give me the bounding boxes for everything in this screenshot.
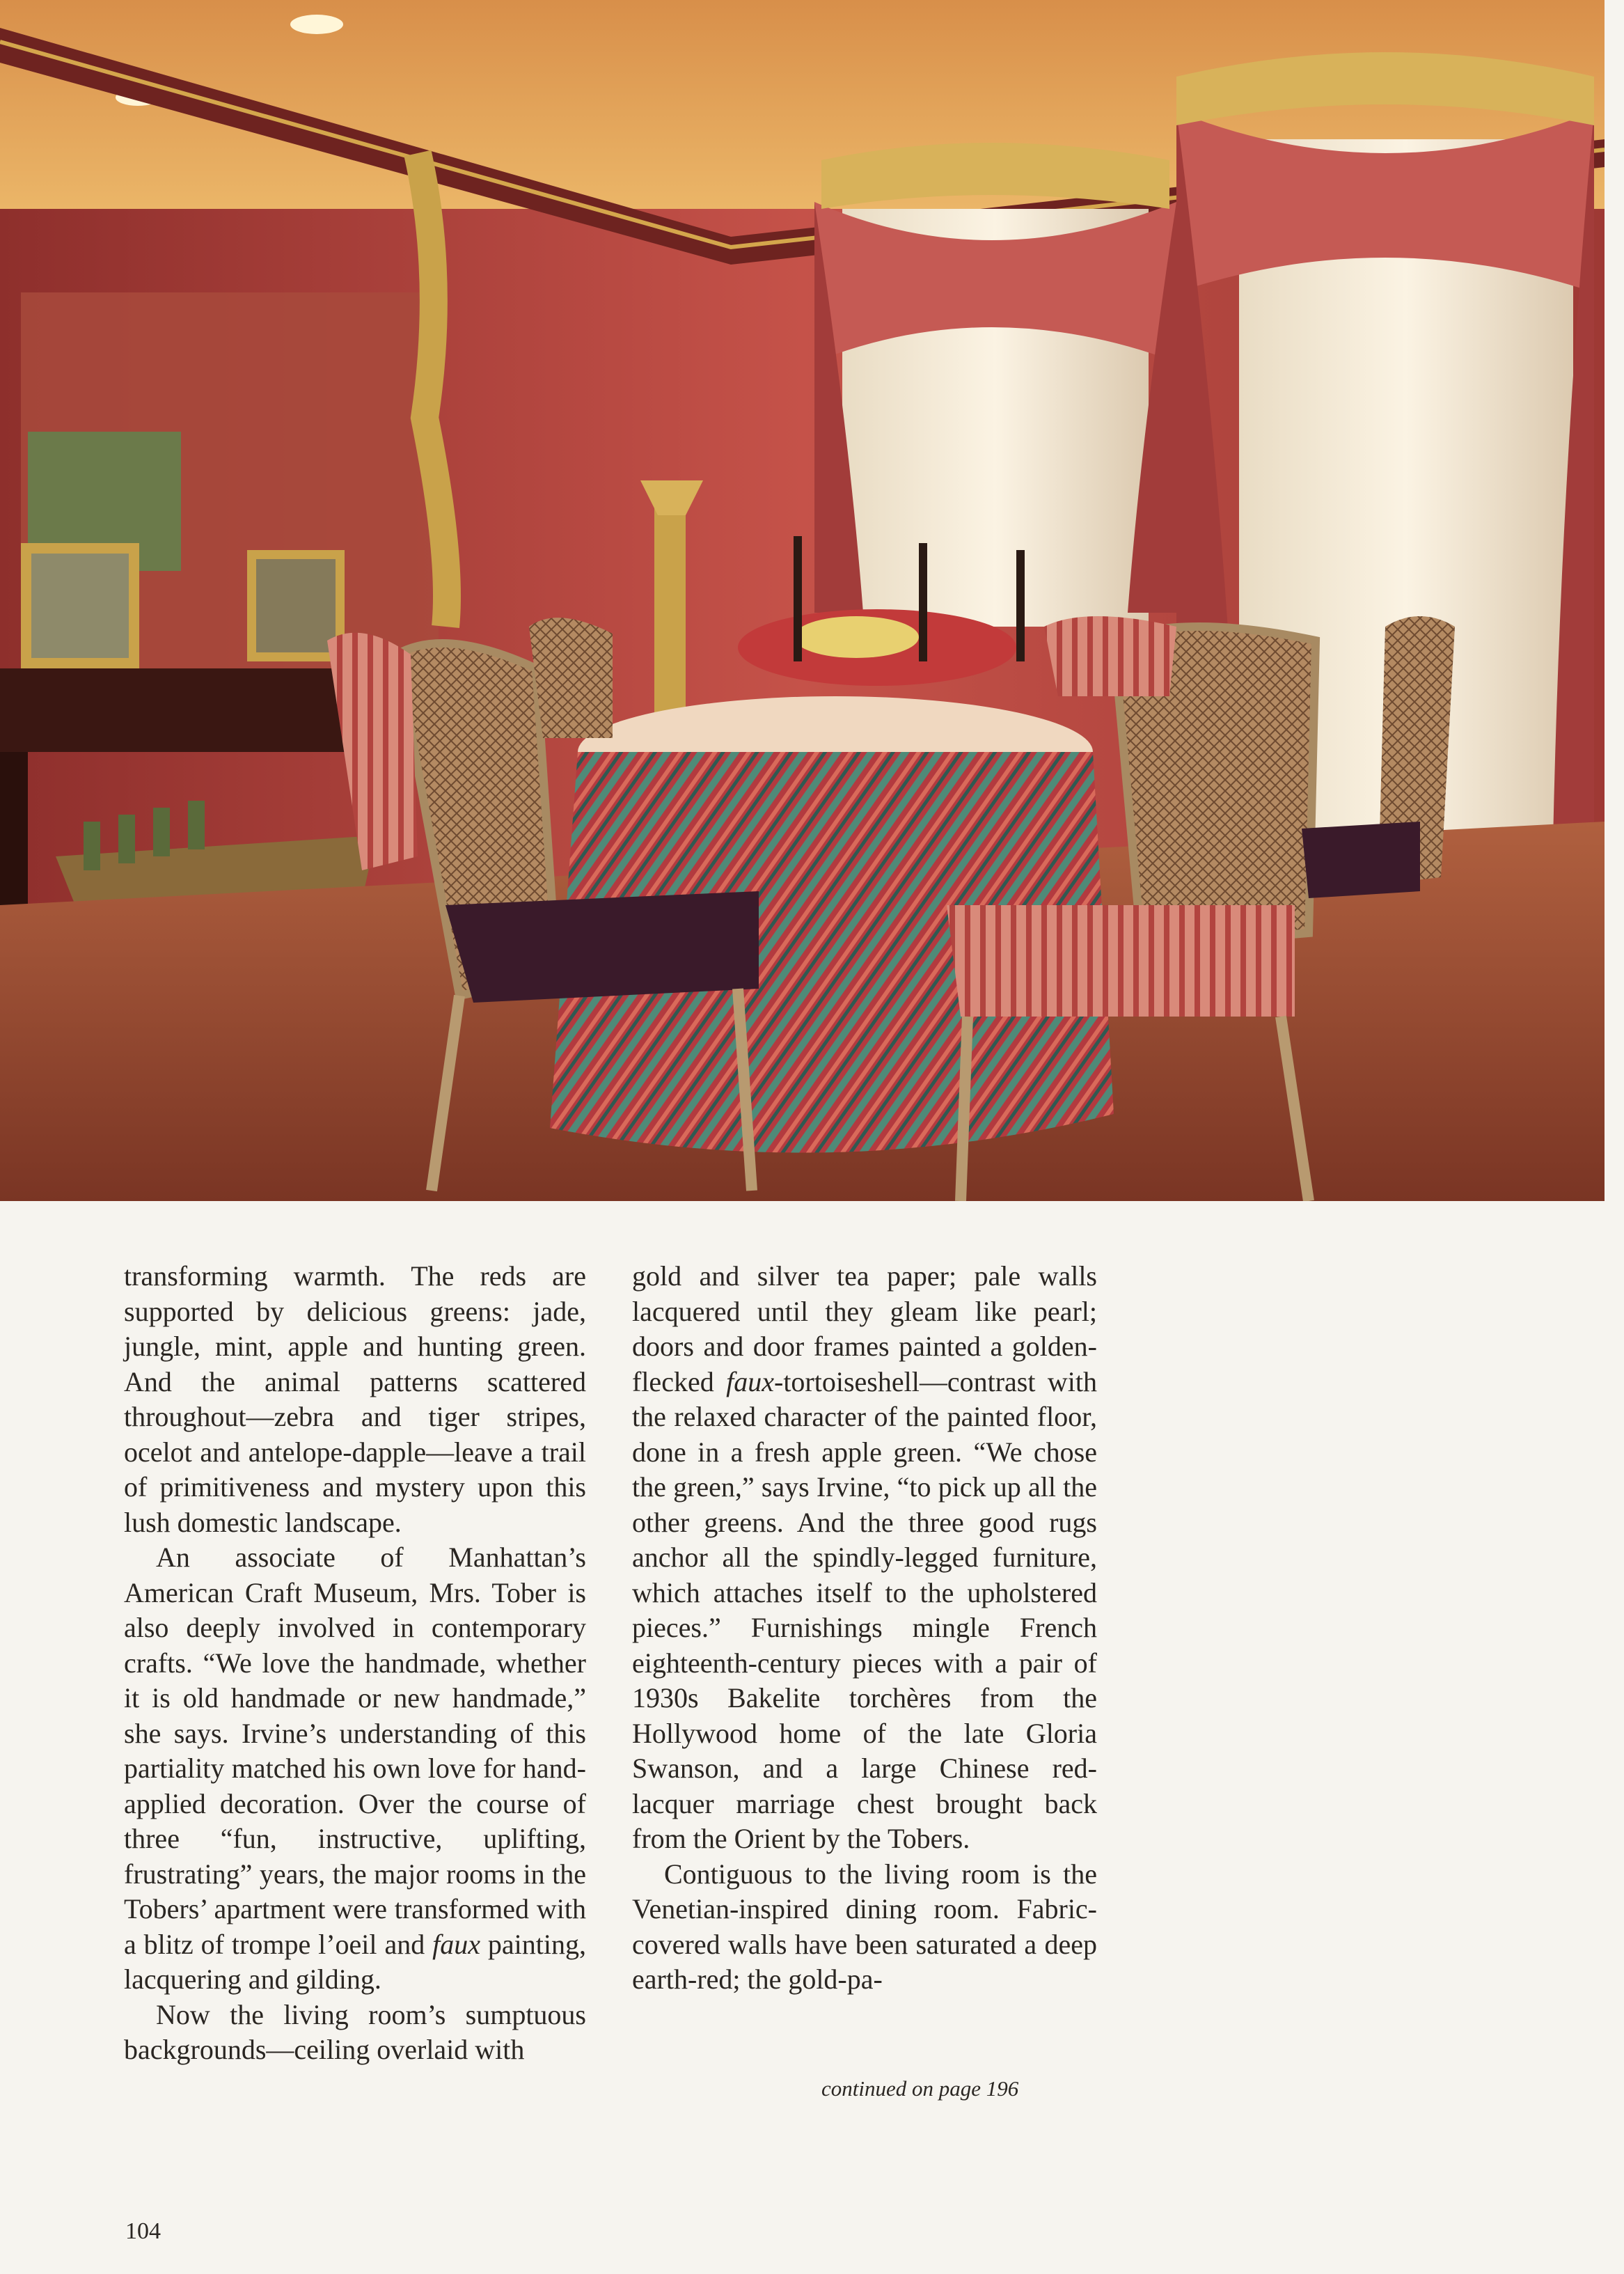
page-number: 104 [125, 2218, 161, 2244]
article-column-2 [632, 1259, 1097, 1998]
article-text: painting, lacquering and gilding. [124, 1928, 587, 1995]
article-paragraph [632, 1259, 1097, 1857]
article-text: An associate of Manhattan’s American Craft Museum, Mrs. Tober is also deeply involved in contemporary crafts. “We love the handmade, whether it is old handmade or new handmade,” she says. Irvine’s understanding of this partiality matched his own love for hand-applied decoration. Over the course of three “fun, instructive, uplifting, frustrating” years, the major rooms in the Tobers’ apartment were transformed with a blitz of trompe l’oeil and [124, 1542, 586, 1960]
article-column-1 [124, 1259, 586, 2068]
article-paragraph: transforming warmth. The reds are supported by delicious greens: jade, jungle, mint, apple and hunting green. And the animal patterns scattered throughout—zebra and tiger stripes, ocelot and antelope-dapple—leave a trail of primitiveness and mystery upon this lush domestic landscape. [124, 1260, 586, 1538]
article-paragraph: Now the living room’s sumptuous backgrounds—ceiling overlaid with [124, 1998, 586, 2065]
article-text: -tortoiseshell—contrast with the relaxed character of the painted floor, done in a fresh apple green. “We chose the green,” says Irvine, “to pick up all the other greens. And the three good rugs anchor all the spindly-legged furniture, which attaches itself to the upholstered pieces.” Furnishings mingle French eighteenth-century pieces with a pair of 1930s Bakelite torchères from the Hollywood home of the late Gloria Swanson, and a large Chinese red-lacquer marriage chest brought back from the Orient by the Tobers. [632, 1365, 1097, 1854]
article-paragraph [124, 1540, 586, 1998]
continued-note: continued on page 196 [821, 2076, 1019, 2101]
faux-italic: faux [726, 1365, 774, 1397]
article-text: gold and silver tea paper; pale walls lacquered until they gleam like pearl; doors and door frames painted a golden-flecked [632, 1260, 1097, 1397]
faux-italic: faux [432, 1928, 480, 1960]
article-paragraph: Contiguous to the living room is the Venetian-inspired dining room. Fabric-covered walls have been saturated a deep earth-red; the gold-pa- [632, 1858, 1097, 1995]
